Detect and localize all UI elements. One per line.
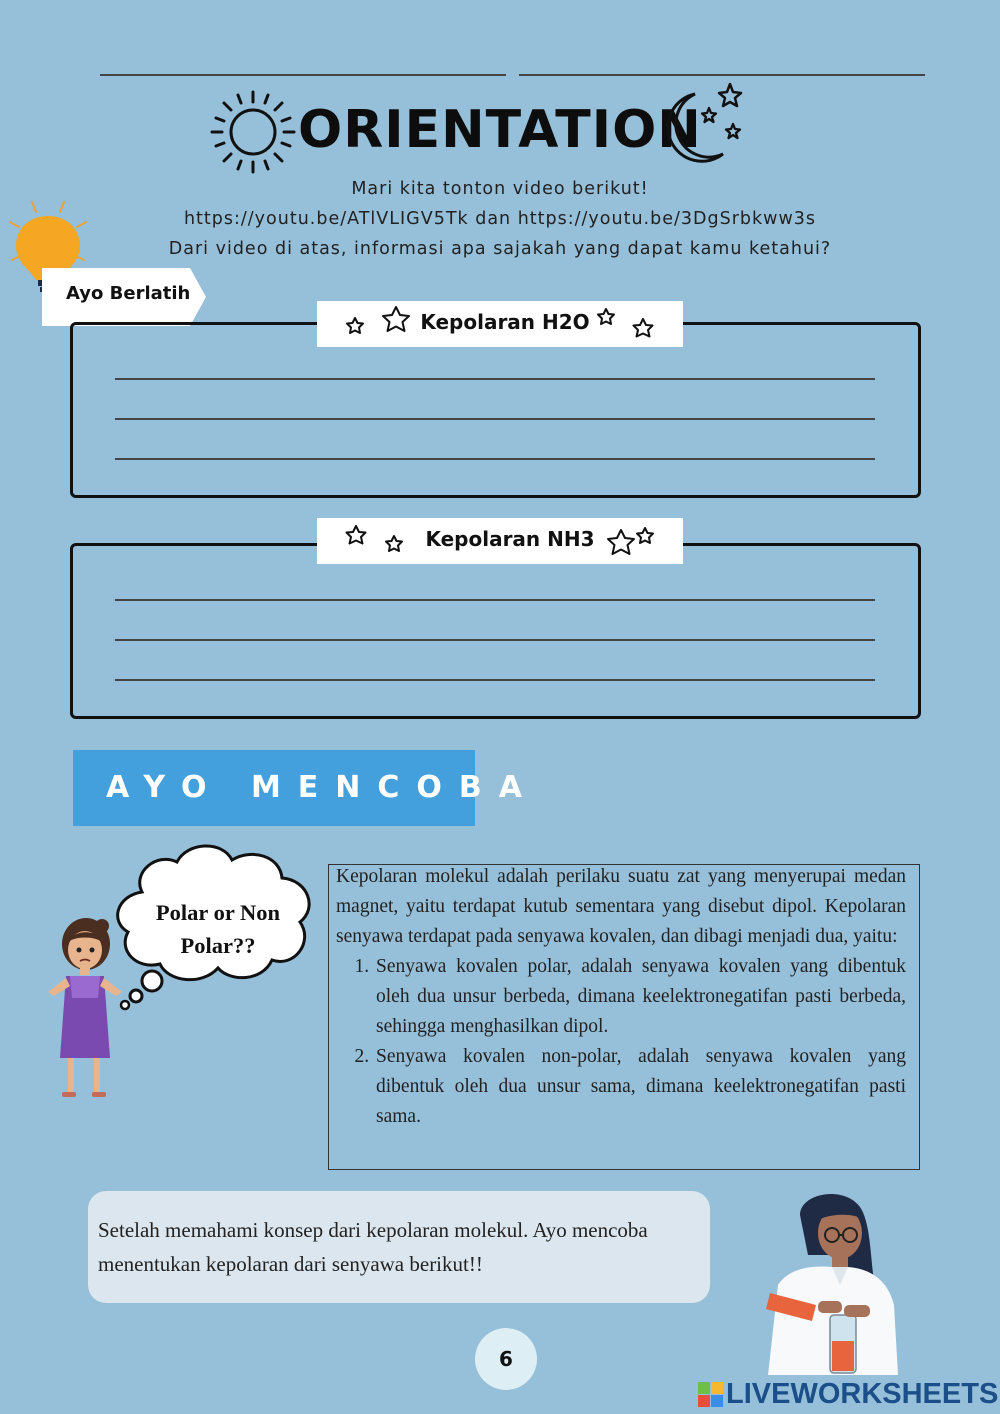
writing-line[interactable]	[115, 679, 875, 681]
page-number: 6	[475, 1328, 537, 1390]
answer-box-h2o-label: Kepolaran H2O	[420, 310, 590, 334]
writing-line[interactable]	[115, 639, 875, 641]
thought-bubble-text	[138, 896, 298, 962]
writing-line[interactable]	[115, 458, 875, 460]
explanation-intro: Kepolaran molekul adalah perilaku suatu zat yang menyerupai medan magnet, yaitu terdapat kutub sementara yang disebut dipol. Kepolaran senyawa terdapat pada senyawa kovalen, dan dibagi menjadi dua, yaitu:	[336, 866, 906, 947]
sun-icon	[208, 88, 298, 176]
confused-girl-illustration	[40, 912, 132, 1100]
section-banner-title: AYO MENCOBA	[106, 770, 540, 805]
explanation-list	[336, 952, 906, 1132]
practice-tag: Ayo Berlatih	[66, 283, 191, 304]
page-title: ORIENTATION	[298, 100, 702, 160]
writing-line[interactable]	[115, 378, 875, 380]
explanation-item-polar: 1. Senyawa kovalen polar, adalah senyawa kovalen yang dibentuk oleh dua unsur berbeda, dimana keelektronegatifan pasti berbeda, sehingga menghasilkan dipol.	[374, 952, 906, 1042]
header-rule-right	[519, 74, 925, 76]
watermark: LIVEWORKSHEETS	[726, 1378, 999, 1410]
scientist-illustration	[748, 1185, 900, 1375]
answer-box-nh3[interactable]	[70, 543, 921, 719]
thought-bubble-line-2: Polar??	[180, 933, 256, 958]
explanation-item-nonpolar: 2. Senyawa kovalen non-polar, adalah senyawa kovalen yang dibentuk oleh dua unsur sama, dimana keelektronegatifan pasti sama.	[374, 1042, 906, 1132]
video-links[interactable]: https://youtu.be/ATlVLIGV5Tk dan https://youtu.be/3DgSrbkww3s	[183, 209, 817, 229]
header-rule-left	[100, 74, 506, 76]
intro-question: Dari video di atas, informasi apa sajakah yang dapat kamu ketahui?	[168, 239, 832, 259]
moon-stars-icon	[655, 80, 750, 168]
thought-bubble-line-1: Polar or Non	[155, 900, 281, 925]
liveworksheets-logo-icon	[698, 1382, 724, 1408]
writing-line[interactable]	[115, 599, 875, 601]
instruction-text: Setelah memahami konsep dari kepolaran molekul. Ayo mencoba menentukan kepolaran dari senyawa berikut!!	[98, 1218, 648, 1276]
intro-line-1: Mari kita tonton video berikut!	[351, 179, 649, 199]
explanation-text	[336, 862, 906, 1132]
answer-box-nh3-label: Kepolaran NH3	[425, 527, 595, 551]
answer-box-h2o[interactable]	[70, 322, 921, 498]
writing-line[interactable]	[115, 418, 875, 420]
